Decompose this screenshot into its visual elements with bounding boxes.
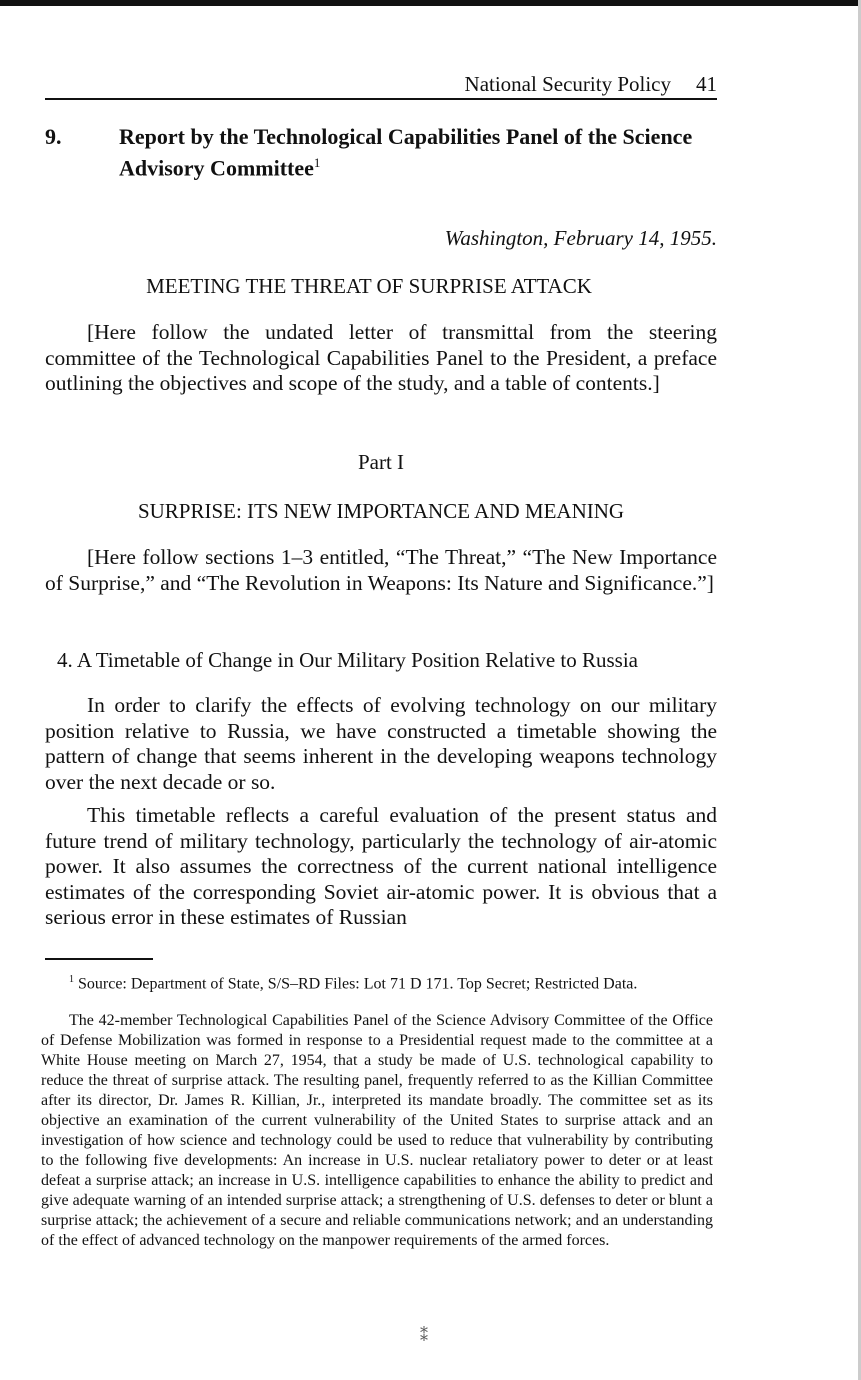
main-heading: MEETING THE THREAT OF SURPRISE ATTACK: [146, 274, 592, 298]
footnote-reference: 1: [313, 155, 321, 170]
section-4-heading: 4. A Timetable of Change in Our Military Position Relative to Russia: [57, 648, 638, 672]
document-number: 9.: [45, 124, 62, 149]
running-head: [45, 70, 717, 100]
part-heading: Part I: [357, 450, 405, 474]
footnote-panel-description: The 42-member Technological Capabilities Panel of the Science Advisory Committee of the Office of Defense Mobilization was formed in response to a Presidential request made to the committee at a White House meeting on March 27, 1954, that a study be made of U.S. technological capability to reduce the threat of surprise attack. The resulting panel, frequently referred to as the Killian Committee after its director, Dr. James R. Killian, Jr., interpreted its mandate broadly. The committee set as its objective an examination of the current vulnerability of the United States to surprise attack and an investigation of how science and technology could be used to reduce that vulnerability by contributing to the following five developments: An increase in U.S. nuclear retaliatory power to deter or at least defeat a surprise attack; an increase in U.S. intelligence capabilities to enhance the ability to predict and give adequate warning of an intended surprise attack; a strengthening of U.S. defenses to deter or blunt a surprise attack; the achievement of a secure and reliable communications network; and an understanding of the effect of advanced technology on the manpower requirements of the armed forces.: [41, 1012, 713, 1249]
timetable-reflects-paragraph: This timetable reflects a careful evaluation of the present status and future trend of military technology, particularly the technology of air-atomic power. It also assumes the correctness of the current national intelligence estimates of the corresponding Soviet air-atomic power. It is obvious that a serious error in these estimates of Russian: [45, 803, 717, 929]
transmittal-paragraph: [Here follow the undated letter of transmittal from the steering committee of the Technological Capabilities Panel to the President, a preface outlining the objectives and scope of the study, and a table of contents.]: [45, 320, 717, 395]
footnote-source-text: Source: Department of State, S/S–RD Files: Lot 71 D 171. Top Secret; Restricted Data.: [78, 975, 638, 993]
place-date-line: Washington, February 14, 1955.: [444, 226, 717, 250]
scan-smudge-mark: ⁑: [420, 1328, 428, 1345]
running-head-title: National Security Policy: [464, 72, 671, 96]
timetable-intro-paragraph: In order to clarify the effects of evolving technology on our military position relative to Russia, we have constructed a timetable showing the pattern of change that seems inherent in the developing weapons technology over the next decade or so.: [45, 693, 717, 794]
sections-editorial-note: [Here follow sections 1–3 entitled, “The Threat,” “The New Importance of Surprise,” and “The Revolution in Weapons: Its Nature and Significance.”]: [45, 545, 717, 595]
footnote-divider: [45, 958, 153, 960]
footnote-marker: 1: [69, 974, 74, 985]
document-title-text: Report by the Technological Capabilities Panel of the Science Advisory Committee: [119, 124, 693, 181]
document-title: [119, 124, 699, 181]
part-title-heading: SURPRISE: ITS NEW IMPORTANCE AND MEANING: [137, 499, 625, 523]
scan-top-border: [0, 0, 861, 6]
footnote-source: [41, 970, 713, 994]
page-number: 41: [696, 72, 717, 96]
